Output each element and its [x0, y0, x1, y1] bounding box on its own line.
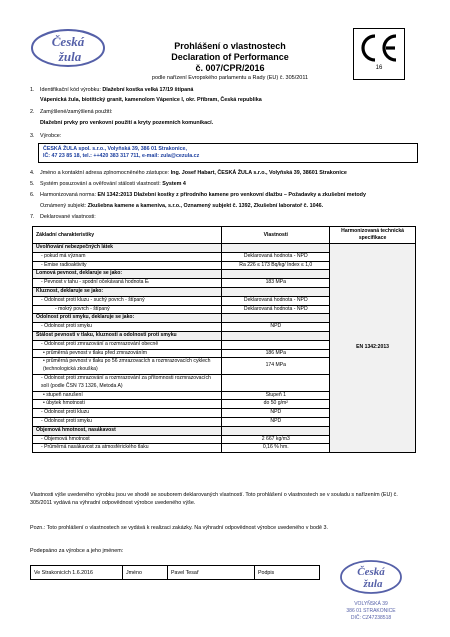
characteristic-cell: - Pevnost v tahu - spodní očekávaná hodnota Eₗ: [33, 279, 222, 288]
stamp-text-top: Česká: [357, 566, 385, 578]
logo-text-top: Česká: [51, 34, 85, 49]
property-cell: Stupeň 1: [222, 391, 330, 400]
signature-table: [30, 565, 320, 580]
signature-label: Podpis: [255, 566, 320, 580]
property-cell: [222, 426, 330, 435]
property-cell: Deklarovaná hodnota - NPD: [222, 305, 330, 314]
property-cell: NPD: [222, 323, 330, 332]
property-cell: Deklarovaná hodnota - NPD: [222, 252, 330, 261]
property-cell: [222, 314, 330, 323]
item-3: 3. Výrobce:: [30, 133, 62, 139]
property-cell: [222, 244, 330, 253]
property-cell: [222, 374, 330, 391]
item-2: 2. Zamýšlené/zamýšlená použití:: [30, 109, 113, 115]
note: Pozn.: Toto prohlášení o vlastnostech se vydává k realizaci zakázky. Na výhradní odpovědnost výrobce uvedeného v bodě 3.: [30, 525, 328, 531]
stamp-line-1: VOLYŇSKÁ 39: [354, 601, 388, 607]
property-cell: 174 MPa: [222, 358, 330, 375]
characteristic-cell: Lomová pevnost, deklaruje se jako:: [33, 270, 222, 279]
characteristic-cell: Kluznost, deklaruje se jako:: [33, 287, 222, 296]
property-cell: 2 667 kg/m3: [222, 435, 330, 444]
manufacturer-address: ČESKÁ ŽULA spol. s.r.o., Volyňská 39, 386 01 Strakonice,: [43, 146, 187, 152]
property-cell: 186 MPa: [222, 349, 330, 358]
place-date: Ve Strakonicích 1.6.2016: [31, 566, 123, 580]
characteristic-cell: - Odolnost proti smyku: [33, 323, 222, 332]
property-cell: NPD: [222, 409, 330, 418]
characteristic-cell: • úbytek hmotnosti: [33, 400, 222, 409]
manufacturer-contact: IČ: 47 23 85 18, tel.: ++420 383 317 711, e-mail: zula@cezula.cz: [43, 153, 200, 159]
item-6-notified-body: Oznámený subjekt: Zkušebna kamene a kameniva, s.r.o., Oznamený subjekt č. 1392, Zkušební laboratoř č. 1046.: [40, 203, 324, 209]
name-label: Jméno: [123, 566, 168, 580]
item-7: 7. Deklarované vlastnosti:: [30, 214, 96, 220]
characteristic-cell: - Odolnost proti kluzu - suchý povrch - štípaný: [33, 296, 222, 305]
doc-title-en: Declaration of Performance: [171, 52, 289, 62]
ce-mark-box: [353, 28, 405, 80]
characteristic-cell: - Odolnost proti kluzu: [33, 409, 222, 418]
signatory-name: Pavel Tesař: [168, 566, 255, 580]
header-characteristics: Základní charakteristiky: [33, 227, 222, 244]
ce-mark-icon: [358, 32, 400, 64]
property-cell: 0,16 % hm.: [222, 444, 330, 453]
characteristic-cell: Stálost pevnosti v tlaku, kluznosti a odolnosti proti smyku: [33, 331, 222, 340]
characteristic-cell: • průměrná pevnost v tlaku po 56 zmrazovacích a rozmrazovacích cyklech (technologická zkouška): [33, 358, 222, 375]
stamp-line-3: DIČ: CZ47238518: [350, 615, 392, 621]
characteristic-cell: - Odolnost proti zmrazování a rozmrazování obecně: [33, 340, 222, 349]
characteristic-cell: • průměrná pevnost v tlaku před zmrazováním: [33, 349, 222, 358]
characteristic-cell: • stupeň narušení: [33, 391, 222, 400]
characteristic-cell: - pokud má význam: [33, 252, 222, 261]
property-cell: Ra 226 ≤ 173 Bq/kg/ Index ≤ 1,0: [222, 261, 330, 270]
property-cell: [222, 287, 330, 296]
company-logo: [30, 28, 106, 68]
conformity-statement: Vlastnosti výše uvedeného výrobku jsou ve shodě se souborem deklarovaných vlastností. Toto prohlášení o vlastnostech se v souladu s nařízením (EU) č. 305/2011 vydává na výhradní odpovědnost výrobce uvedeného výše.: [30, 492, 398, 506]
header-spec: Harmonizovaná technická specifikace: [330, 227, 416, 244]
spec-cell: EN 1342:2013: [330, 244, 416, 453]
company-stamp: [335, 555, 407, 630]
characteristic-cell: - Emise radioaktivity: [33, 261, 222, 270]
property-cell: [222, 270, 330, 279]
notified-body-number: 16: [375, 65, 383, 71]
characteristic-cell: - Objemová hmotnost: [33, 435, 222, 444]
characteristic-cell: - Průměrná nasákavost za atmosférického tlaku: [33, 444, 222, 453]
item-6: 6. Harmonizovaná norma: EN 1342:2013 Dlažební kostky z přírodního kamene pro venkovní dlažbu – Požadavky a zkušební metody: [30, 192, 366, 198]
item-2-detail: Dlažební prvky pro venkovní použití a kryty pozemních komunikací.: [40, 120, 214, 126]
properties-table: [32, 226, 416, 453]
regulation-note: podle nařízení Evropského parlamentu a Rady (EU) č. 305/2011: [151, 75, 309, 81]
signed-for: Podepsáno za výrobce a jeho jménem:: [30, 548, 124, 554]
property-cell: [222, 331, 330, 340]
characteristic-cell: - Odolnost proti zmrazování a rozmrazování za přítomnosti rozmrazovacích solí (podle ČSN 73 1326, Metoda A): [33, 374, 222, 391]
characteristic-cell: Uvolňování nebezpečných látek: [33, 244, 222, 253]
item-1-detail: Vápenická žula, biotitický granit, kamenolom Vápenice I, okr. Příbram, Česká republika: [40, 97, 262, 103]
logo-text-bottom: žula: [58, 49, 82, 64]
characteristic-cell: Objemová hmotnost, nasákavost: [33, 426, 222, 435]
property-cell: do 50 g/m²: [222, 400, 330, 409]
stamp-line-2: 386 01 STRAKONICE: [346, 608, 396, 614]
item-4: 4. Jméno a kontaktní adresa zplnomocněného zástupce: Ing. Josef Habart, ČESKÁ ŽULA s.r.o., Volyňská 39, 38601 Strakonice: [30, 170, 347, 176]
table-header-row: [33, 227, 416, 244]
table-row: [33, 244, 416, 253]
stamp-text-bottom: žula: [363, 578, 383, 590]
property-cell: [222, 340, 330, 349]
header-properties: Vlastnosti: [222, 227, 330, 244]
doc-number: č. 007/CPR/2016: [195, 63, 265, 73]
manufacturer-box: [38, 143, 418, 163]
doc-title-cz: Prohlášení o vlastnostech: [174, 41, 286, 51]
characteristic-cell: - Odolnost proti smyku: [33, 417, 222, 426]
property-cell: 183 MPa: [222, 279, 330, 288]
characteristic-cell: Odolnost proti smyku, deklaruje se jako:: [33, 314, 222, 323]
property-cell: NPD: [222, 417, 330, 426]
item-1: 1. Identifikační kód výrobku: Dlažební kostka velká 17/19 štípaná: [30, 87, 194, 93]
item-5: 5. Systém posuzování a ověřování stálosti vlastností: System 4: [30, 181, 186, 187]
characteristic-cell: - mokrý povrch - štípaný: [33, 305, 222, 314]
property-cell: Deklarovaná hodnota - NPD: [222, 296, 330, 305]
